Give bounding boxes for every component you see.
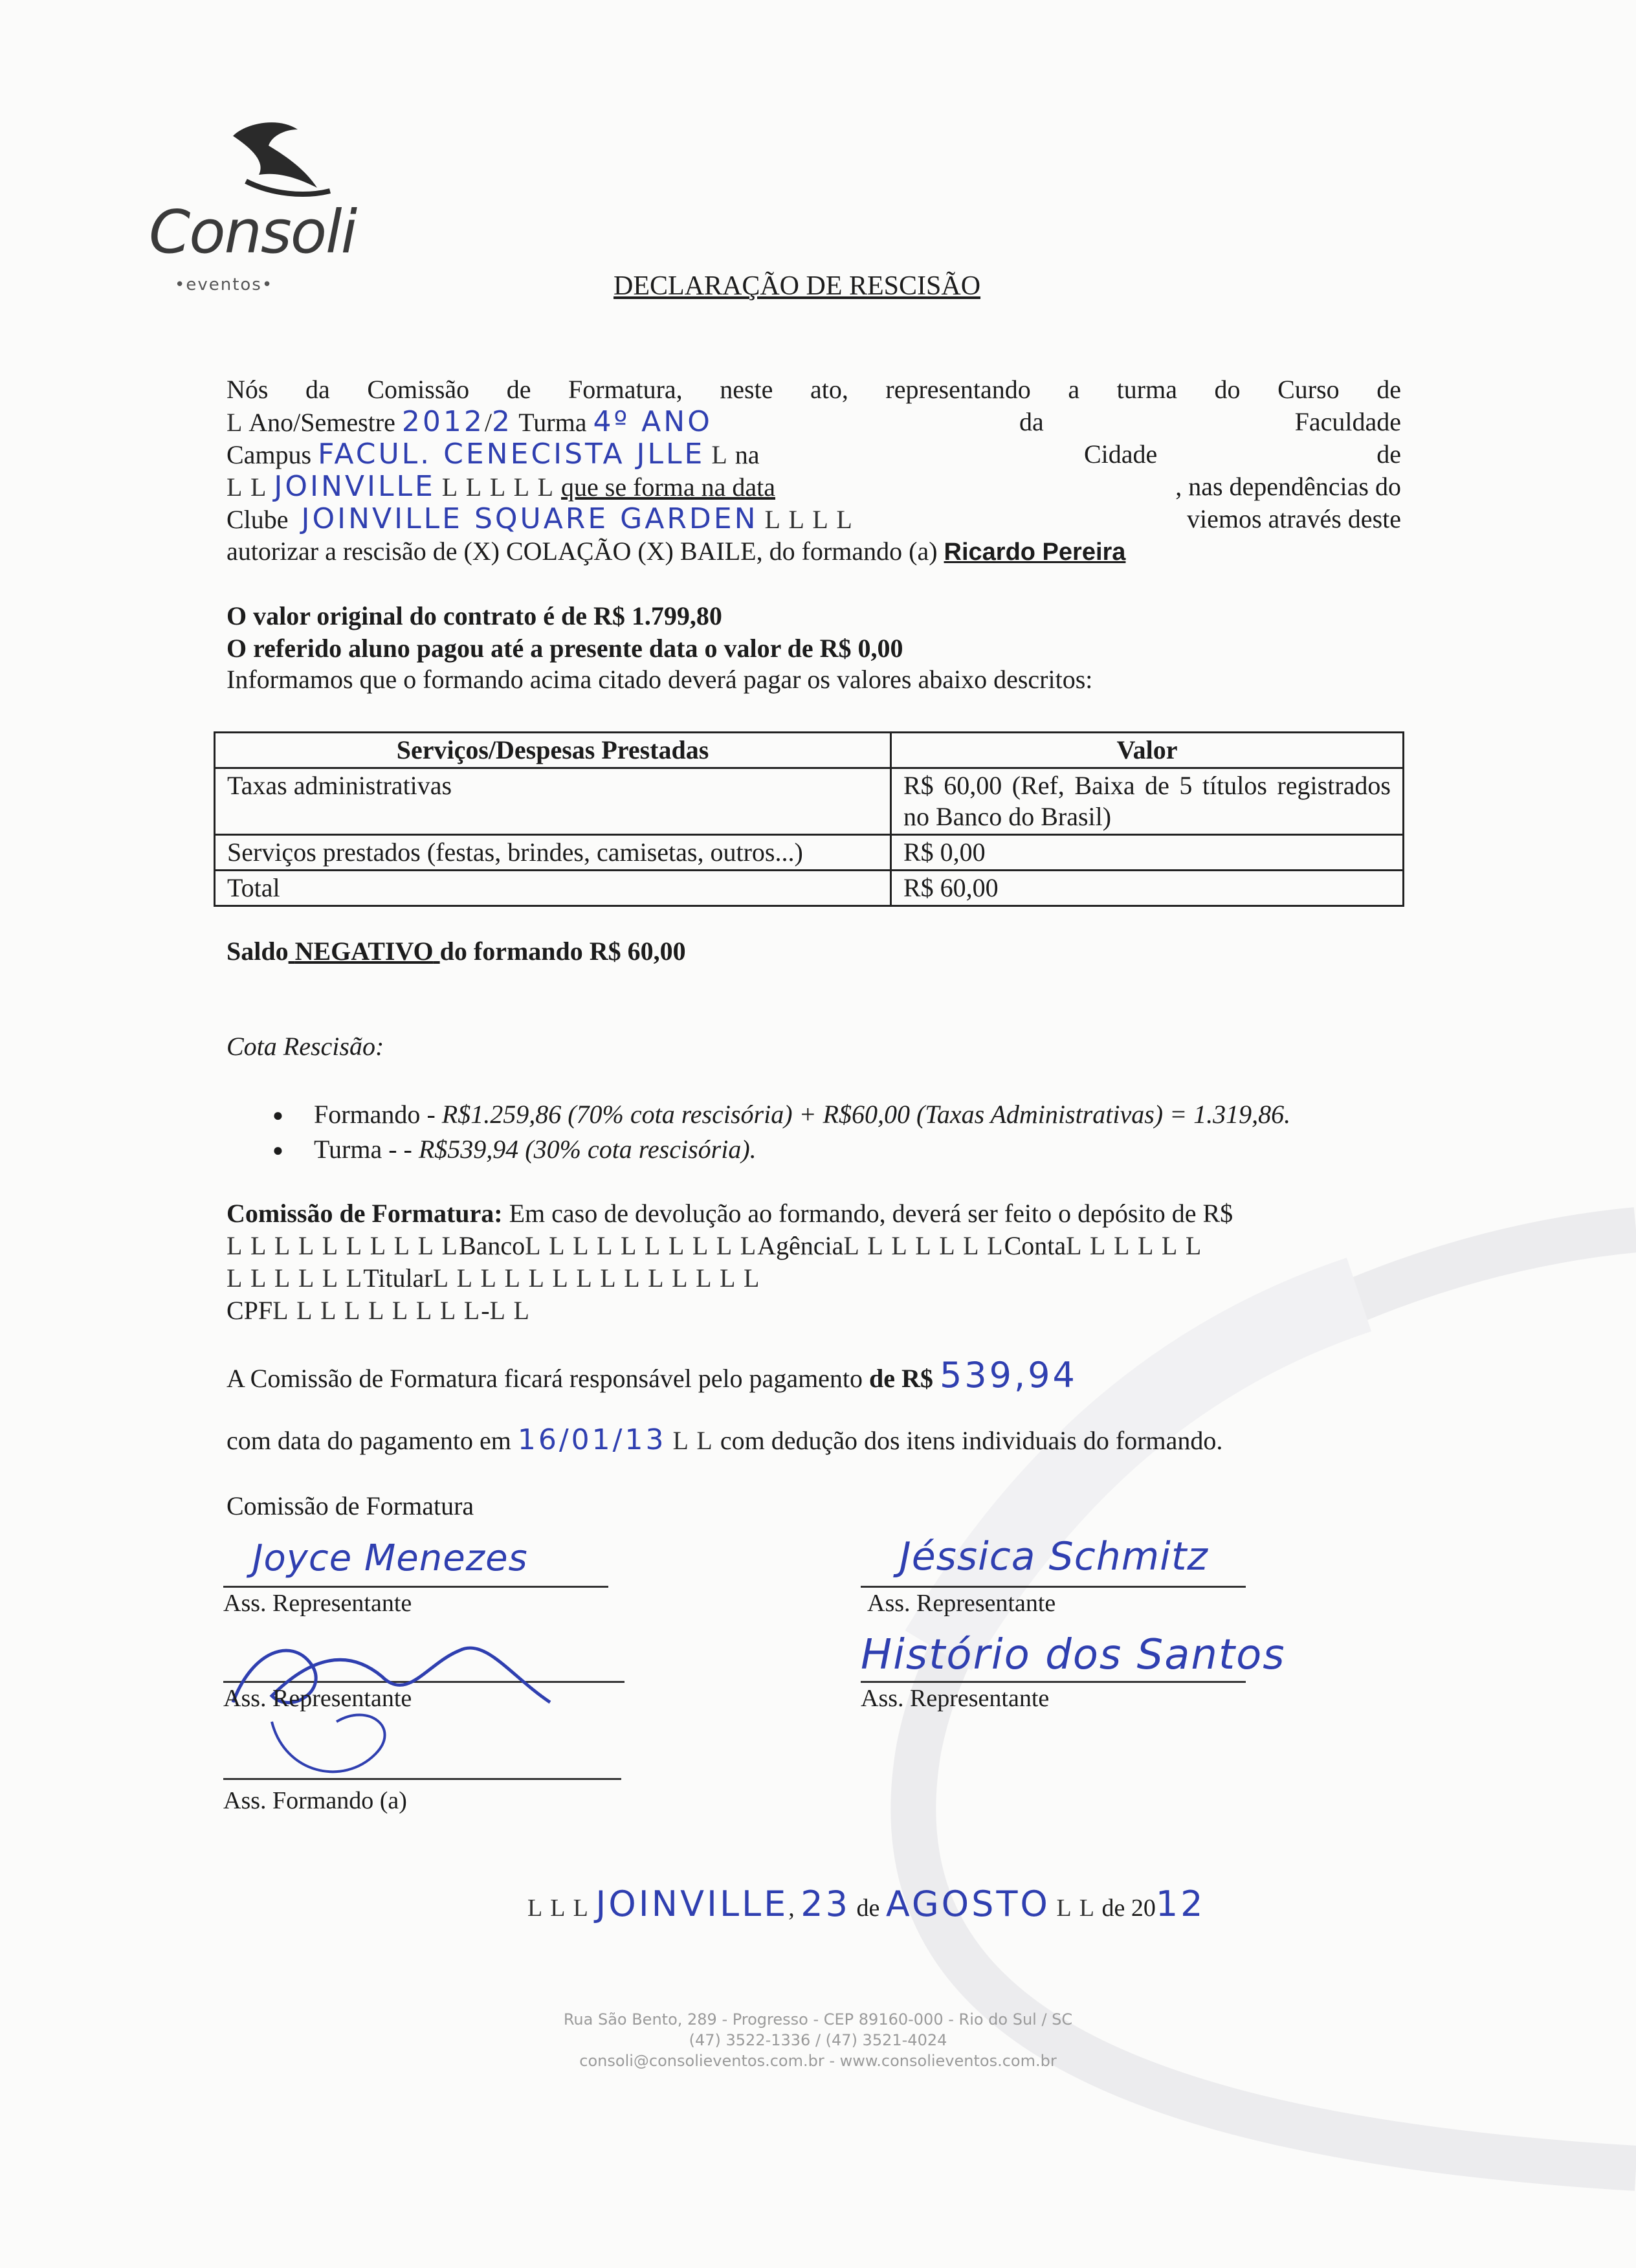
intro-word: ato, <box>810 375 848 404</box>
signatures-header: Comissão de Formatura <box>227 1491 474 1520</box>
saldo-line: Saldo NEGATIVO do formando R$ 60,00 <box>227 937 686 966</box>
expenses-table <box>214 731 1404 907</box>
intro-word: neste <box>720 375 773 404</box>
table-row <box>215 768 1404 835</box>
footer-contact: consoli@consolieventos.com.br - www.consolieventos.com.br <box>579 2052 1057 2070</box>
signature-label: Ass. Representante <box>223 1685 412 1712</box>
signature-label: Ass. Formando (a) <box>223 1787 407 1814</box>
intro-word: Nós <box>227 375 269 404</box>
handwritten-amount: 539,94 <box>939 1355 1078 1395</box>
comissao-line-1: Comissão de Formatura: Em caso de devolução ao formando, deverá ser feito o depósito de R$ <box>227 1199 1233 1228</box>
intro-word: turma <box>1116 375 1177 404</box>
handwritten-month: AGOSTO <box>885 1884 1050 1924</box>
intro-word: da <box>305 375 330 404</box>
table-cell: Serviços prestados (festas, brindes, camisetas, outros...) <box>215 835 891 871</box>
footer-phone: (47) 3522-1336 / (47) 3521-4024 <box>689 2031 947 2049</box>
table-header: Valor <box>891 733 1404 768</box>
comissao-line-3: L L L L L LTitularL L L L L L L L L L L L L L <box>227 1263 761 1293</box>
pagamento-date-line: com data do pagamento em 16/01/13 L L com dedução dos itens individuais do formando. <box>227 1423 1223 1456</box>
torch-icon <box>207 117 337 207</box>
handwritten-day: 23 <box>801 1884 850 1924</box>
intro-line-1 <box>227 373 1401 406</box>
handwritten-year-end: 12 <box>1155 1884 1206 1924</box>
signature-label: Ass. Representante <box>867 1590 1056 1617</box>
handwritten-date: 16/01/13 <box>517 1423 667 1456</box>
handwritten-club: JOINVILLE SQUARE GARDEN <box>301 502 758 535</box>
handwritten-semester: 2 <box>491 405 513 438</box>
intro-word: a <box>1068 375 1080 404</box>
company-logo <box>149 117 395 304</box>
handwritten-city: JOINVILLE <box>274 470 436 503</box>
signature-right-1: Jéssica Schmitz <box>900 1534 1208 1579</box>
intro-line-4: L L JOINVILLE L L L L L que se forma na data , nas dependências do <box>227 470 1401 503</box>
handwritten-place: JOINVILLE <box>595 1884 789 1924</box>
paid-value: O referido aluno pagou até a presente data o valor de R$ 0,00 <box>227 634 903 663</box>
intro-word: do <box>1214 375 1241 404</box>
handwritten-year: 2012 <box>401 405 485 438</box>
table-cell: R$ 60,00 (Ref, Baixa de 5 títulos registrados no Banco do Brasil) <box>891 768 1404 835</box>
table-cell: R$ 0,00 <box>891 835 1404 871</box>
original-value: O valor original do contrato é de R$ 1.799,80 <box>227 601 722 630</box>
comissao-line-4: CPFL L L L L L L L L-L L <box>227 1296 531 1325</box>
table-cell: R$ 60,00 <box>891 871 1404 906</box>
pagamento-line: A Comissão de Formatura ficará responsável pelo pagamento de R$ 539,94 <box>227 1355 1078 1395</box>
intro-word: representando <box>885 375 1031 404</box>
table-cell: Taxas administrativas <box>215 768 891 835</box>
intro-word: Comissão <box>367 375 470 404</box>
handwritten-turma: 4º ANO <box>593 405 713 438</box>
table-row <box>215 835 1404 871</box>
table-header: Serviços/Despesas Prestadas <box>215 733 891 768</box>
cota-title: Cota Rescisão: <box>227 1032 384 1061</box>
info-text: Informamos que o formando acima citado deverá pagar os valores abaixo descritos: <box>227 665 1093 694</box>
intro-line-5: Clube JOINVILLE SQUARE GARDEN L L L L viemos através deste <box>227 502 1401 535</box>
intro-word: Curso <box>1277 375 1340 404</box>
footer-address: Rua São Bento, 289 - Progresso - CEP 89160-000 - Rio do Sul / SC <box>563 2010 1073 2029</box>
handwritten-campus: FACUL. CENECISTA JLLE <box>318 438 705 471</box>
table-cell: Total <box>215 871 891 906</box>
logo-subtitle: •eventos• <box>175 275 274 295</box>
student-name: Ricardo Pereira <box>944 539 1126 566</box>
signature-line <box>861 1586 1246 1588</box>
intro-word: de <box>1376 375 1401 404</box>
table-row <box>215 871 1404 906</box>
intro-line-6: autorizar a rescisão de (X) COLAÇÃO (X) BAILE, do formando (a) Ricardo Pereira <box>227 537 1126 566</box>
signature-label: Ass. Representante <box>861 1685 1050 1712</box>
intro-word: de <box>506 375 531 404</box>
intro-line-2: L Ano/Semestre 2012/2 Turma 4º ANO da Faculdade <box>227 405 1401 438</box>
place-date-line: L L L JOINVILLE, 23 de AGOSTO L L de 2012 <box>527 1884 1206 1924</box>
intro-line-3: Campus FACUL. CENECISTA JLLE L na Cidade de <box>227 438 1401 471</box>
signature-line <box>223 1586 608 1588</box>
signature-label: Ass. Representante <box>223 1590 412 1617</box>
cota-list <box>314 1097 1290 1167</box>
signature-left-1: Joyce Menezes <box>252 1537 528 1579</box>
table-header-row <box>215 733 1404 768</box>
intro-word: Formatura, <box>568 375 683 404</box>
list-item: ● Formando - R$1.259,86 (70% cota rescisória) + R$60,00 (Taxas Administrativas) = 1.319,86. <box>314 1097 1290 1132</box>
signature-line <box>223 1778 621 1780</box>
document-title: DECLARAÇÃO DE RESCISÃO <box>614 271 981 301</box>
logo-text: Consoli <box>149 197 357 267</box>
signature-right-2: Histório dos Santos <box>861 1631 1286 1679</box>
list-item: ● Turma - - R$539,94 (30% cota rescisória). <box>314 1132 1290 1167</box>
comissao-line-2: L L L L L L L L L LBancoL L L L L L L L L LAgênciaL L L L L L LContaL L L L L L <box>227 1231 1203 1260</box>
signature-line <box>861 1681 1246 1683</box>
